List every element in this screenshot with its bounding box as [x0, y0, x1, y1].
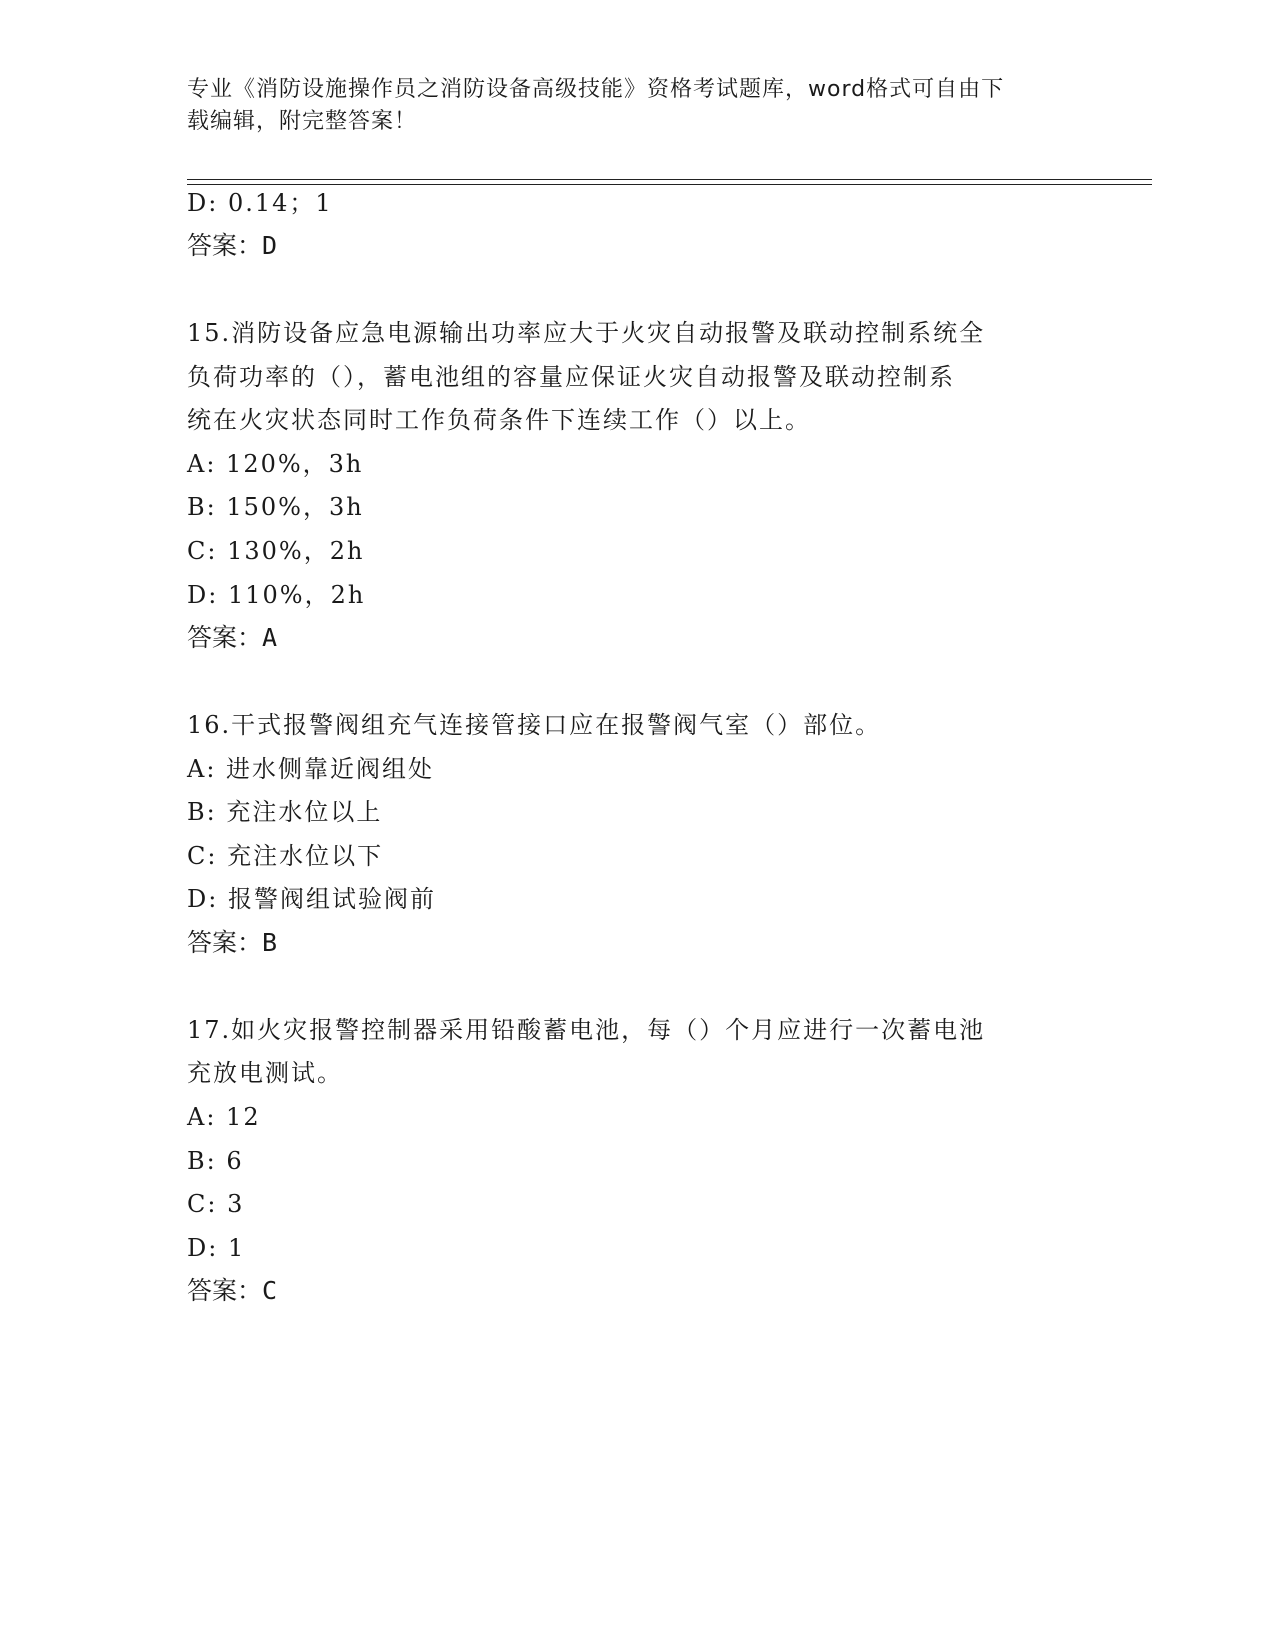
q15-stem-line-3: 统在火灾状态同时工作负荷条件下连续工作（）以上。 [187, 406, 811, 434]
answer-value: B [262, 928, 278, 957]
q17-option-c: C: 3 [187, 1190, 245, 1218]
header-divider-bottom [187, 184, 1152, 185]
answer-label: 答案： [187, 1276, 263, 1305]
answer-value: A [262, 623, 278, 652]
header-line-2: 载编辑，附完整答案！ [187, 109, 418, 134]
answer-label: 答案： [187, 928, 263, 957]
document-header [187, 74, 1087, 138]
q16-answer [187, 928, 277, 958]
q17-option-d: D: 1 [187, 1234, 246, 1262]
header-line-1: 专业《消防设施操作员之消防设备高级技能》资格考试题库，word格式可自由下 [187, 77, 1005, 102]
answer-value: D [262, 231, 278, 260]
q17-stem-line-1: 17.如火灾报警控制器采用铅酸蓄电池，每（）个月应进行一次蓄电池 [187, 1016, 986, 1044]
q15-option-c: C: 130%，2h [187, 537, 365, 565]
prev-option-d: D: 0.14；1 [187, 189, 333, 217]
answer-value: C [262, 1276, 278, 1305]
q16-option-d: D: 报警阀组试验阀前 [187, 885, 436, 913]
q17-answer [187, 1276, 277, 1306]
q16-option-c: C: 充注水位以下 [187, 842, 384, 870]
q15-stem-line-2: 负荷功率的（），蓄电池组的容量应保证火灾自动报警及联动控制系 [187, 363, 955, 391]
q16-stem-line-1: 16.干式报警阀组充气连接管接口应在报警阀气室（）部位。 [187, 711, 882, 739]
answer-label: 答案： [187, 623, 263, 652]
q17-option-a: A: 12 [187, 1103, 261, 1131]
q15-answer [187, 623, 277, 653]
q15-option-a: A: 120%，3h [187, 450, 364, 478]
header-divider-top [187, 179, 1152, 180]
q16-option-a: A: 进水侧靠近阀组处 [187, 755, 435, 783]
q15-stem-line-1: 15.消防设备应急电源输出功率应大于火灾自动报警及联动控制系统全 [187, 319, 986, 347]
q17-stem-line-2: 充放电测试。 [187, 1059, 343, 1087]
answer-label: 答案： [187, 231, 263, 260]
prev-answer [187, 231, 277, 261]
q16-option-b: B: 充注水位以上 [187, 798, 383, 826]
q15-option-d: D: 110%，2h [187, 581, 366, 609]
q17-option-b: B: 6 [187, 1147, 244, 1175]
q15-option-b: B: 150%，3h [187, 493, 364, 521]
